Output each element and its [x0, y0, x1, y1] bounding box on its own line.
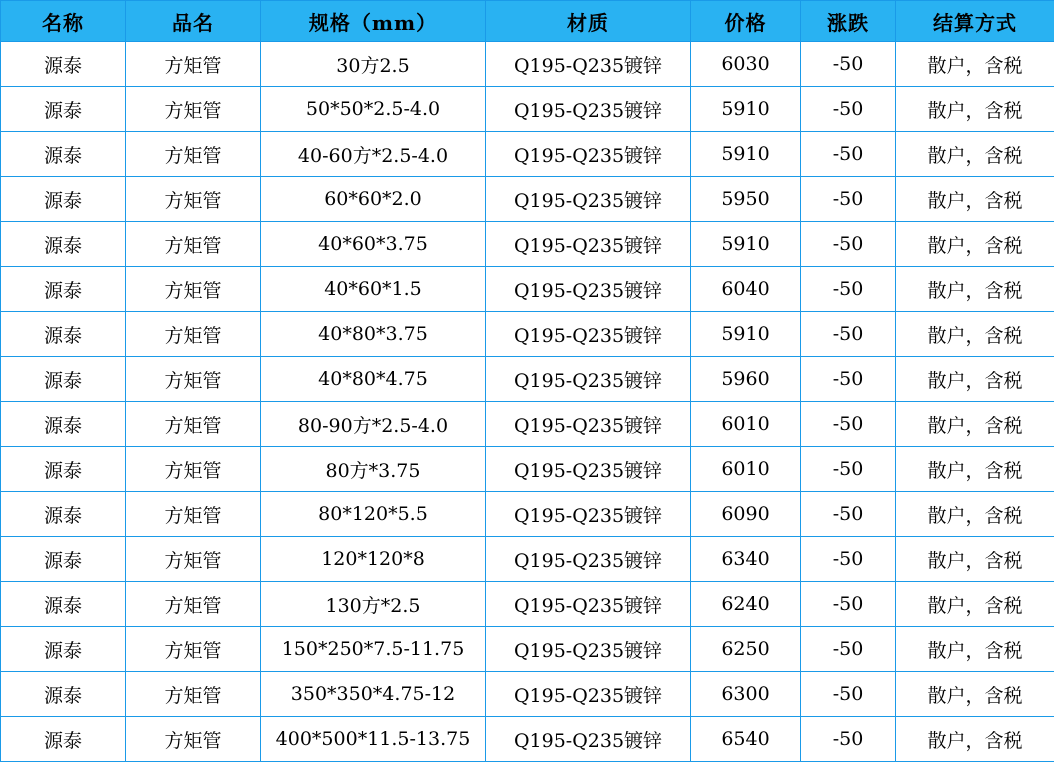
- cell-price: 6090: [691, 492, 801, 537]
- cell-material: Q195-Q235镀锌: [486, 132, 691, 177]
- table-row: [1, 627, 1054, 672]
- cell-material: Q195-Q235镀锌: [486, 357, 691, 402]
- table-row: [1, 447, 1054, 492]
- cell-price: 5960: [691, 357, 801, 402]
- cell-material: Q195-Q235镀锌: [486, 402, 691, 447]
- column-header-name: 名称: [1, 1, 126, 42]
- cell-product: 方矩管: [126, 222, 261, 267]
- cell-name: 源泰: [1, 87, 126, 132]
- cell-spec: 40*60*1.5: [261, 267, 486, 312]
- cell-material: Q195-Q235镀锌: [486, 537, 691, 582]
- cell-spec: 40*60*3.75: [261, 222, 486, 267]
- table-row: [1, 582, 1054, 627]
- cell-product: 方矩管: [126, 582, 261, 627]
- cell-product: 方矩管: [126, 267, 261, 312]
- cell-settlement: 散户，含税: [896, 87, 1054, 132]
- cell-spec: 30方2.5: [261, 42, 486, 87]
- cell-spec: 40*80*3.75: [261, 312, 486, 357]
- cell-change: -50: [801, 582, 896, 627]
- column-header-product: 品名: [126, 1, 261, 42]
- cell-spec: 400*500*11.5-13.75: [261, 717, 486, 762]
- cell-material: Q195-Q235镀锌: [486, 177, 691, 222]
- cell-material: Q195-Q235镀锌: [486, 582, 691, 627]
- cell-settlement: 散户，含税: [896, 132, 1054, 177]
- cell-change: -50: [801, 402, 896, 447]
- cell-name: 源泰: [1, 672, 126, 717]
- table-row: [1, 717, 1054, 762]
- cell-spec: 130方*2.5: [261, 582, 486, 627]
- cell-material: Q195-Q235镀锌: [486, 267, 691, 312]
- cell-material: Q195-Q235镀锌: [486, 672, 691, 717]
- cell-name: 源泰: [1, 177, 126, 222]
- cell-product: 方矩管: [126, 312, 261, 357]
- cell-price: 5910: [691, 312, 801, 357]
- cell-spec: 80-90方*2.5-4.0: [261, 402, 486, 447]
- cell-price: 5910: [691, 132, 801, 177]
- cell-product: 方矩管: [126, 672, 261, 717]
- cell-name: 源泰: [1, 222, 126, 267]
- cell-spec: 40*80*4.75: [261, 357, 486, 402]
- cell-price: 6010: [691, 402, 801, 447]
- cell-price: 6300: [691, 672, 801, 717]
- table-header: [1, 1, 1054, 42]
- cell-settlement: 散户，含税: [896, 402, 1054, 447]
- cell-product: 方矩管: [126, 42, 261, 87]
- cell-price: 6030: [691, 42, 801, 87]
- cell-name: 源泰: [1, 42, 126, 87]
- cell-spec: 80*120*5.5: [261, 492, 486, 537]
- cell-product: 方矩管: [126, 492, 261, 537]
- cell-product: 方矩管: [126, 177, 261, 222]
- cell-product: 方矩管: [126, 357, 261, 402]
- cell-change: -50: [801, 42, 896, 87]
- cell-product: 方矩管: [126, 402, 261, 447]
- column-header-change: 涨跌: [801, 1, 896, 42]
- cell-name: 源泰: [1, 582, 126, 627]
- cell-material: Q195-Q235镀锌: [486, 447, 691, 492]
- cell-change: -50: [801, 177, 896, 222]
- table-row: [1, 312, 1054, 357]
- cell-name: 源泰: [1, 447, 126, 492]
- cell-price: 5910: [691, 87, 801, 132]
- cell-change: -50: [801, 672, 896, 717]
- cell-settlement: 散户，含税: [896, 267, 1054, 312]
- cell-product: 方矩管: [126, 717, 261, 762]
- cell-price: 5950: [691, 177, 801, 222]
- column-header-spec: 规格（mm）: [261, 1, 486, 42]
- cell-change: -50: [801, 717, 896, 762]
- column-header-material: 材质: [486, 1, 691, 42]
- cell-spec: 80方*3.75: [261, 447, 486, 492]
- cell-settlement: 散户，含税: [896, 582, 1054, 627]
- cell-spec: 60*60*2.0: [261, 177, 486, 222]
- cell-settlement: 散户，含税: [896, 447, 1054, 492]
- cell-name: 源泰: [1, 717, 126, 762]
- cell-change: -50: [801, 132, 896, 177]
- cell-price: 6340: [691, 537, 801, 582]
- table-row: [1, 672, 1054, 717]
- cell-material: Q195-Q235镀锌: [486, 492, 691, 537]
- cell-settlement: 散户，含税: [896, 717, 1054, 762]
- cell-material: Q195-Q235镀锌: [486, 717, 691, 762]
- cell-product: 方矩管: [126, 87, 261, 132]
- cell-spec: 40-60方*2.5-4.0: [261, 132, 486, 177]
- cell-price: 6040: [691, 267, 801, 312]
- cell-change: -50: [801, 537, 896, 582]
- cell-settlement: 散户，含税: [896, 492, 1054, 537]
- table-row: [1, 42, 1054, 87]
- cell-change: -50: [801, 627, 896, 672]
- cell-product: 方矩管: [126, 132, 261, 177]
- cell-change: -50: [801, 312, 896, 357]
- cell-material: Q195-Q235镀锌: [486, 627, 691, 672]
- cell-product: 方矩管: [126, 447, 261, 492]
- cell-material: Q195-Q235镀锌: [486, 312, 691, 357]
- table-row: [1, 357, 1054, 402]
- cell-spec: 350*350*4.75-12: [261, 672, 486, 717]
- cell-name: 源泰: [1, 267, 126, 312]
- cell-change: -50: [801, 87, 896, 132]
- cell-price: 6540: [691, 717, 801, 762]
- cell-settlement: 散户，含税: [896, 672, 1054, 717]
- cell-change: -50: [801, 492, 896, 537]
- cell-name: 源泰: [1, 537, 126, 582]
- cell-settlement: 散户，含税: [896, 627, 1054, 672]
- table-row: [1, 132, 1054, 177]
- cell-name: 源泰: [1, 312, 126, 357]
- cell-price: 6010: [691, 447, 801, 492]
- cell-settlement: 散户，含税: [896, 177, 1054, 222]
- cell-change: -50: [801, 222, 896, 267]
- cell-settlement: 散户，含税: [896, 222, 1054, 267]
- table-row: [1, 222, 1054, 267]
- column-header-price: 价格: [691, 1, 801, 42]
- table-row: [1, 267, 1054, 312]
- cell-material: Q195-Q235镀锌: [486, 42, 691, 87]
- table-body: [1, 42, 1054, 762]
- table-row: [1, 537, 1054, 582]
- cell-change: -50: [801, 447, 896, 492]
- cell-price: 6240: [691, 582, 801, 627]
- cell-spec: 120*120*8: [261, 537, 486, 582]
- cell-change: -50: [801, 267, 896, 312]
- cell-product: 方矩管: [126, 627, 261, 672]
- cell-name: 源泰: [1, 357, 126, 402]
- table-row: [1, 402, 1054, 447]
- cell-material: Q195-Q235镀锌: [486, 87, 691, 132]
- cell-name: 源泰: [1, 627, 126, 672]
- cell-settlement: 散户，含税: [896, 357, 1054, 402]
- cell-settlement: 散户，含税: [896, 42, 1054, 87]
- cell-name: 源泰: [1, 402, 126, 447]
- column-header-settlement: 结算方式: [896, 1, 1054, 42]
- cell-price: 5910: [691, 222, 801, 267]
- cell-name: 源泰: [1, 132, 126, 177]
- table-row: [1, 87, 1054, 132]
- cell-name: 源泰: [1, 492, 126, 537]
- cell-change: -50: [801, 357, 896, 402]
- table-header-row: [1, 1, 1054, 42]
- table-row: [1, 177, 1054, 222]
- cell-price: 6250: [691, 627, 801, 672]
- cell-settlement: 散户，含税: [896, 537, 1054, 582]
- cell-spec: 150*250*7.5-11.75: [261, 627, 486, 672]
- table-row: [1, 492, 1054, 537]
- cell-product: 方矩管: [126, 537, 261, 582]
- cell-material: Q195-Q235镀锌: [486, 222, 691, 267]
- cell-spec: 50*50*2.5-4.0: [261, 87, 486, 132]
- cell-settlement: 散户，含税: [896, 312, 1054, 357]
